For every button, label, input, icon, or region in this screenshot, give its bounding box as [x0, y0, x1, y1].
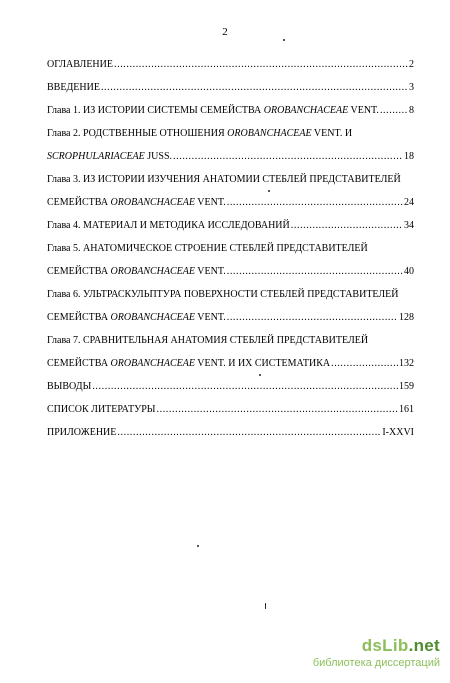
- dot-leader: [227, 265, 403, 279]
- scan-speck: [283, 39, 285, 41]
- toc-entry[interactable]: Глава 5. АНАТОМИЧЕСКОЕ СТРОЕНИЕ СТЕБЛЕЙ ПРЕДСТАВИТЕЛЕЙ: [47, 243, 368, 254]
- scan-speck: [268, 190, 270, 192]
- watermark-subtitle: библиотека диссертаций: [312, 657, 440, 669]
- toc-entry[interactable]: Глава 3. ИЗ ИСТОРИИ ИЗУЧЕНИЯ АНАТОМИИ СТЕБЛЕЙ ПРЕДСТАВИТЕЛЕЙ: [47, 174, 401, 185]
- toc-page-number: 18: [404, 151, 414, 162]
- toc-entry[interactable]: ВВЕДЕНИЕ ..... 3: [47, 81, 414, 95]
- toc-page-number: 132: [399, 358, 414, 369]
- dslib-watermark: [313, 636, 440, 669]
- toc-entry[interactable]: Глава 1. ИЗ ИСТОРИИ СИСТЕМЫ СЕМЕЙСТВА OROBANCHACEAE VENT. ..... 8: [47, 104, 414, 118]
- dot-leader: [227, 311, 398, 325]
- dot-leader: [117, 426, 381, 440]
- toc-entry[interactable]: Глава 7. СРАВНИТЕЛЬНАЯ АНАТОМИЯ СТЕБЛЕЙ ПРЕДСТАВИТЕЛЕЙ: [47, 335, 369, 346]
- toc-entry[interactable]: СЕМЕЙСТВА OROBANCHACEAE VENT. И ИХ СИСТЕМАТИКА ..... 132: [47, 357, 414, 371]
- dot-leader: [331, 357, 398, 371]
- toc-page-number: 34: [404, 220, 414, 231]
- dslib-logo: dsLib.net: [361, 636, 440, 655]
- toc-page-number: I-XXVI: [382, 427, 414, 438]
- toc-entry[interactable]: ОГЛАВЛЕНИЕ ..... 2: [47, 58, 414, 72]
- scan-speck: [259, 374, 261, 376]
- scan-speck: [197, 545, 199, 547]
- toc-entry[interactable]: СЕМЕЙСТВА OROBANCHACEAE VENT. ..... 24: [47, 196, 414, 210]
- toc-entry[interactable]: Глава 6. УЛЬТРАСКУЛЬПТУРА ПОВЕРХНОСТИ СТЕБЛЕЙ ПРЕДСТАВИТЕЛЕЙ: [47, 289, 399, 300]
- toc-page-number: 3: [409, 82, 414, 93]
- toc-entry[interactable]: СПИСОК ЛИТЕРАТУРЫ ..... 161: [47, 403, 414, 417]
- toc-entry[interactable]: СЕМЕЙСТВА OROBANCHACEAE VENT. ..... 128: [47, 311, 414, 325]
- toc-entry[interactable]: Глава 4. МАТЕРИАЛ И МЕТОДИКА ИССЛЕДОВАНИЙ ..... 34: [47, 219, 414, 233]
- scan-speck: [265, 603, 266, 609]
- dot-leader: [227, 196, 403, 210]
- dot-leader: [173, 150, 403, 164]
- toc-page-number: 128: [399, 312, 414, 323]
- toc-page-number: 8: [409, 105, 414, 116]
- dot-leader: [114, 58, 408, 72]
- dot-leader: [92, 380, 398, 394]
- toc-entry[interactable]: SCROPHULARIACEAE JUSS. ..... 18: [47, 150, 414, 164]
- toc-page-number: 161: [399, 404, 414, 415]
- toc-page-number: 2: [409, 59, 414, 70]
- toc-entry[interactable]: Глава 2. РОДСТВЕННЫЕ ОТНОШЕНИЯ OROBANCHACEAE VENT. И: [47, 128, 353, 139]
- dot-leader: [380, 104, 408, 118]
- toc-page-number: 24: [404, 197, 414, 208]
- page-number: 2: [222, 26, 228, 38]
- toc-entry[interactable]: ПРИЛОЖЕНИЕ ..... I-XXVI: [47, 426, 414, 440]
- dot-leader: [101, 81, 408, 95]
- dot-leader: [291, 219, 403, 233]
- dot-leader: [157, 403, 399, 417]
- toc-entry[interactable]: ВЫВОДЫ ..... 159: [47, 380, 414, 394]
- toc-page-number: 159: [399, 381, 414, 392]
- toc-entry[interactable]: СЕМЕЙСТВА OROBANCHACEAE VENT. ..... 40: [47, 265, 414, 279]
- toc-page-number: 40: [404, 266, 414, 277]
